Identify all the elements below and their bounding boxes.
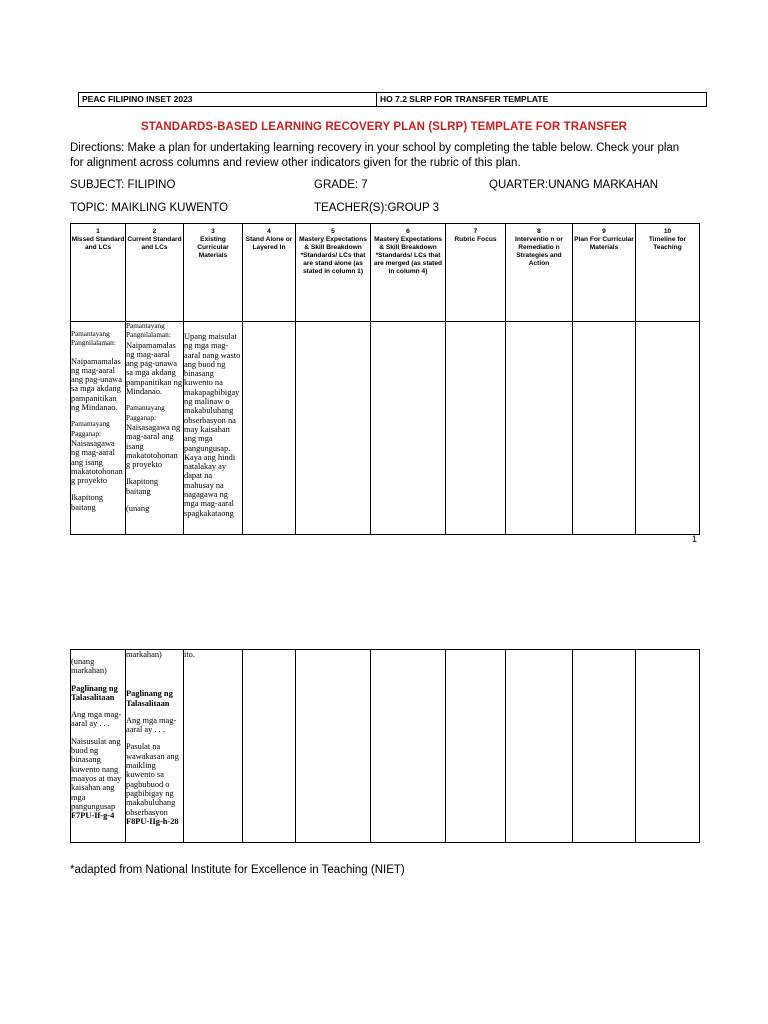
- header-right: HO 7.2 SLRP FOR TRANSFER TEMPLATE: [380, 94, 549, 104]
- plan-table-page-2: [70, 649, 700, 843]
- directions: [70, 141, 710, 171]
- col-header-2: 2 Current Standard and LCs: [126, 224, 184, 322]
- topic-label: TOPIC: MAIKLING KUWENTO: [70, 202, 229, 214]
- cell-timeline-cont: [636, 650, 700, 843]
- missed-cont-text-0: (unang markahan): [71, 657, 107, 676]
- cell-missed-standard-cont: [71, 650, 126, 843]
- col-header-5: 5 Mastery Expectations & Skill Breakdown *Standards/ LCs that are stand alone (as stated in column 1): [296, 224, 371, 322]
- cell-plan-materials-cont: [573, 650, 636, 843]
- plan-table-page-1: [70, 223, 700, 535]
- cell-mastery-merged-cont: [371, 650, 446, 843]
- current-heading-2: Pamantayang Pagganap:: [126, 404, 165, 422]
- missed-text-2: Naisasagawa ng mag-aaral ang isang makatotohonan g proyekto: [71, 438, 123, 486]
- document-title: STANDARDS-BASED LEARNING RECOVERY PLAN (SLRP) TEMPLATE FOR TRANSFER: [140, 121, 628, 133]
- missed-cont-heading: Paglinang ng Talasalitaan: [71, 683, 118, 702]
- cell-stand-alone-cont: [243, 650, 296, 843]
- missed-heading-1: Pamantayang Pangnilalaman:: [71, 330, 116, 348]
- document-header: [78, 92, 707, 107]
- col-header-1: 1 Missed Standard and LCs: [71, 224, 126, 322]
- cell-existing-materials-cont: [184, 650, 243, 843]
- current-text-4: (unang: [126, 504, 150, 514]
- col-header-7: 7 Rubric Focus: [446, 224, 506, 322]
- current-text-2: Naisasagawa ng mag-aaral ang isang makatotohonan g proyekto: [126, 422, 181, 470]
- current-cont-text-2: Pasulat na wawakasan ang maikling kuwento sa pagbubuod o pagbibigay ng makabuluhang obserbasyon: [126, 742, 179, 817]
- footnote: *adapted from National Institute for Excellence in Teaching (NIET): [70, 864, 405, 876]
- cell-rubric-focus: [446, 322, 506, 535]
- content-row-page-2: [71, 650, 700, 843]
- header-row: [71, 224, 700, 322]
- missed-text-1: Naipamamalas ng mag-aaral ang pag-unawa sa mga akdang pampanitikan ng Mindanao.: [71, 356, 122, 413]
- col-header-4: 4 Stand Alone or Layered In: [243, 224, 296, 322]
- missed-heading-2: Pamantayang Pagganap:: [71, 420, 110, 438]
- cell-mastery-merged: [371, 322, 446, 535]
- current-text-3: Ikapitong baitang: [126, 477, 159, 496]
- cell-current-standard: [126, 322, 184, 535]
- missed-cont-code: F7PU-If-g-4: [71, 811, 115, 821]
- current-text-1: Naipamamalas ng mag-aaral ang pag-unawa sa mga akdang pampanitikan ng Mindanao.: [126, 340, 183, 397]
- col-header-3: 3 Existing Curricular Materials: [184, 224, 243, 322]
- cell-intervention: [506, 322, 573, 535]
- cell-existing-materials: [184, 322, 243, 535]
- current-cont-heading: Paglinang ng Talasalitaan: [126, 689, 173, 708]
- cell-timeline: [636, 322, 700, 535]
- content-row-page-1: [71, 322, 700, 535]
- subject-label: SUBJECT: FILIPINO: [70, 179, 176, 191]
- materials-text-1: Upang maisulat ng mga mag-aaral nang wasto ang buod ng binasang kuwento na makapagbibigay ng malinaw o makabuluhang obserbasyon na may kaisahan ang mga pangungusap. Kaya ang hindi natalakay ay dapat na mahusay na nagagawa ng mga mag-aaral spagkakataong: [184, 332, 241, 518]
- cell-current-standard-cont: [126, 650, 184, 843]
- quarter-label: QUARTER:UNANG MARKAHAN: [489, 179, 659, 191]
- cell-rubric-focus-cont: [446, 650, 506, 843]
- header-left: PEAC FILIPINO INSET 2023: [79, 93, 377, 106]
- col-header-10: 10 Timeline for Teaching: [636, 224, 700, 322]
- teachers-label: TEACHER(S):GROUP 3: [314, 202, 440, 214]
- missed-cont-text-2: Naisusulat ang buod ng binasang kuwento nang maayos at may kaisahan ang mga pangungusap: [71, 736, 122, 811]
- directions-line-2: for alignment across columns and review other indicators given for the rubric of this plan.: [70, 157, 521, 169]
- missed-cont-text-1: Ang mga mag-aaral ay . . .: [71, 710, 122, 729]
- page-number: 1: [692, 534, 698, 544]
- grade-label: GRADE: 7: [314, 179, 368, 191]
- col-header-8: 8 Interventio n or Remediatio n Strategies and Action: [506, 224, 573, 322]
- directions-line-1: Directions: Make a plan for undertaking learning recovery in your school by completing the table below. Check your plan: [70, 142, 680, 154]
- missed-text-3: Ikapitong baitang: [71, 493, 104, 512]
- current-cont-text-1: Ang mga mag-aaral ay . . .: [126, 715, 177, 735]
- cell-mastery-stand-alone-cont: [296, 650, 371, 843]
- cell-mastery-stand-alone: [296, 322, 371, 535]
- col-header-9: 9 Plan For Curricular Materials: [573, 224, 636, 322]
- cell-missed-standard: [71, 322, 126, 535]
- current-cont-code: F8PU-IIg-h-28: [126, 816, 179, 826]
- cell-plan-materials: [573, 322, 636, 535]
- materials-cont-text-0: ito.: [184, 650, 195, 659]
- cell-intervention-cont: [506, 650, 573, 843]
- current-heading-1: Pamantayang Pangnilalaman:: [126, 322, 171, 340]
- col-header-6: 6 Mastery Expectations & Skill Breakdown *Standards/ LCs that are merged (as stated in column 4): [371, 224, 446, 322]
- current-cont-text-0: markahan): [126, 650, 162, 659]
- cell-stand-alone: [243, 322, 296, 535]
